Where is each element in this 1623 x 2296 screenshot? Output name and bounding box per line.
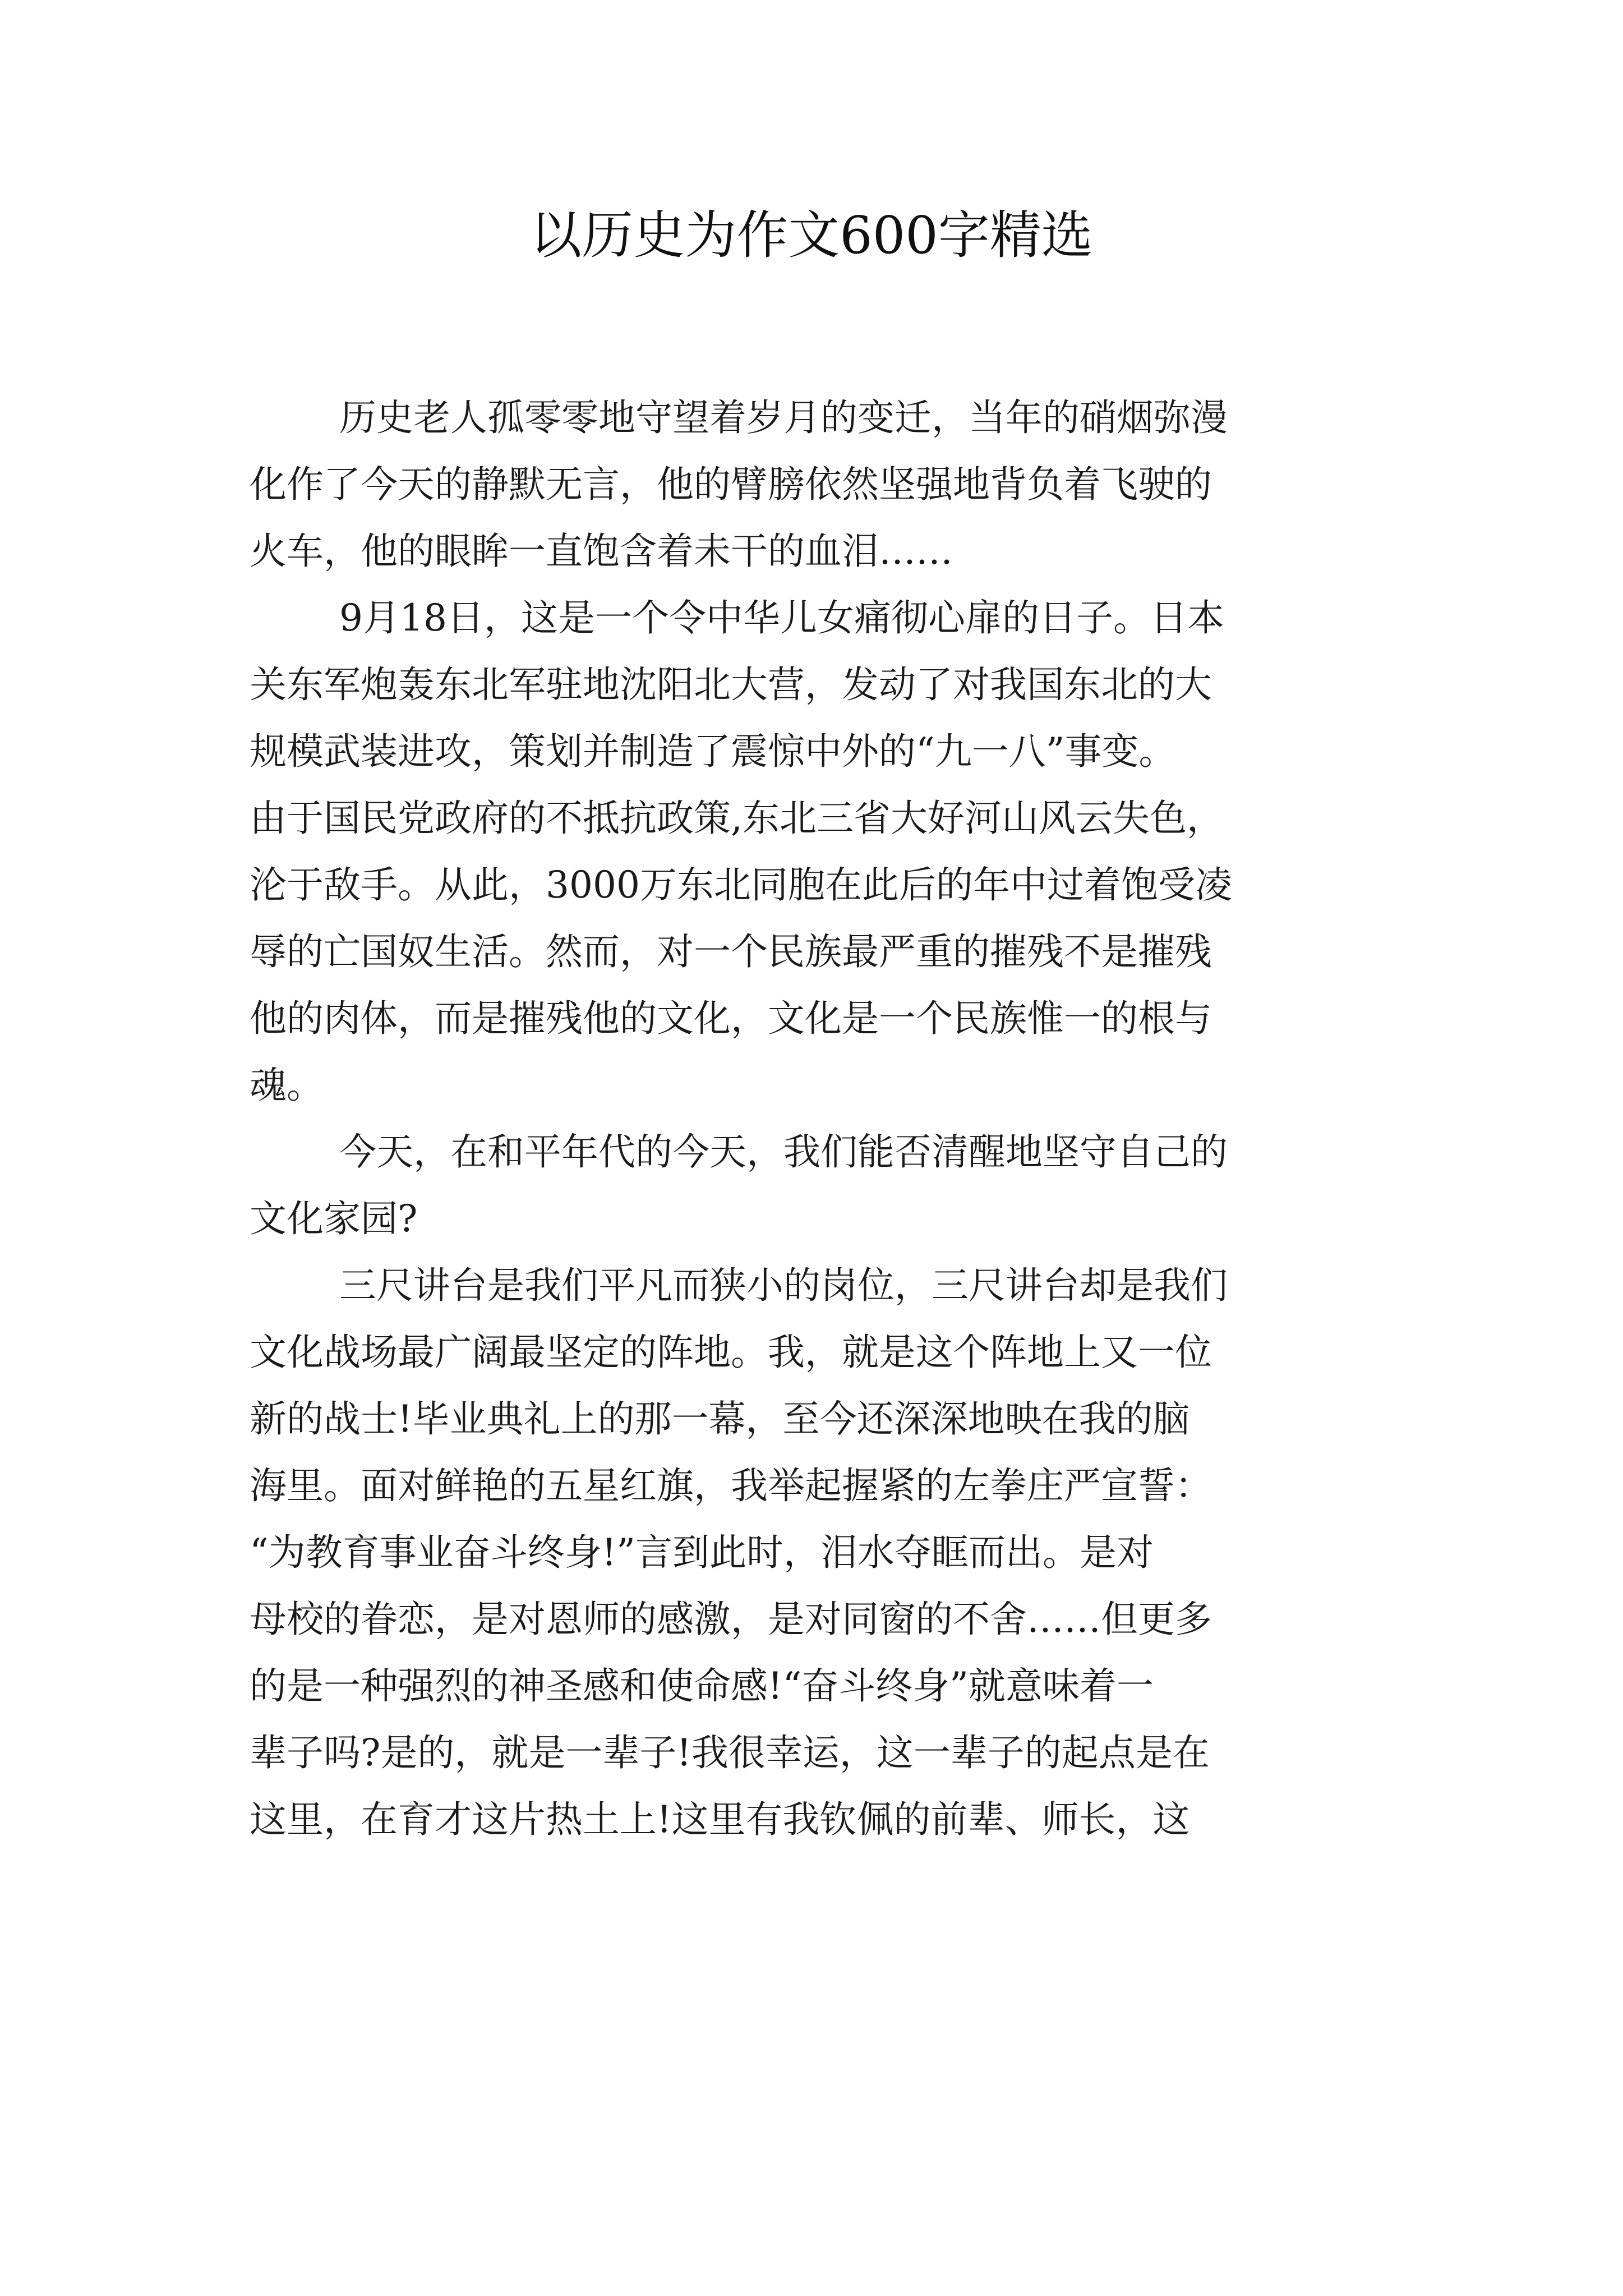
paragraph-3 [250,1119,1377,1252]
paragraph-line: 文化战场最广阔最坚定的阵地。我，就是这个阵地上又一位 [250,1331,1212,1374]
paragraph-line: 母校的眷恋，是对恩师的感激，是对同窗的不舍……但更多 [250,1598,1212,1641]
paragraph-4 [250,1252,1377,1853]
paragraph-2 [250,585,1377,1119]
paragraph-line: 三尺讲台是我们平凡而狭小的岗位，三尺讲台却是我们 [339,1264,1228,1307]
paragraph-line: 化作了今天的静默无言，他的臂膀依然坚强地背负着飞驶的 [250,463,1212,506]
paragraph-line: 由于国民党政府的不抵抗政策,东北三省大好河山风云失色， [250,797,1224,840]
paragraph-line: 历史老人孤零零地守望着岁月的变迁，当年的硝烟弥漫 [339,396,1228,439]
paragraph-line: 今天，在和平年代的今天，我们能否清醒地坚守自己的 [339,1130,1228,1174]
paragraph-1 [250,384,1377,585]
paragraph-line: 海里。面对鲜艳的五星红旗，我举起握紧的左拳庄严宣誓： [250,1464,1212,1507]
paragraph-line: 魂。 [250,1064,324,1107]
paragraph-line: 这里，在育才这片热土上!这里有我钦佩的前辈、师长，这 [250,1798,1190,1841]
paragraph-line: 辱的亡国奴生活。然而，对一个民族最严重的摧残不是摧残 [250,930,1212,973]
document-title: 以历史为作文600字精选 [530,205,1093,265]
paragraph-line: 9月18日，这是一个令中华儿女痛彻心扉的日子。日本 [339,596,1224,639]
paragraph-line: 关东军炮轰东北军驻地沈阳北大营，发动了对我国东北的大 [250,663,1212,706]
paragraph-line: 规模武装进攻，策划并制造了震惊中外的“九一八”事变。 [250,730,1176,773]
paragraph-line: 辈子吗?是的，就是一辈子!我很幸运，这一辈子的起点是在 [250,1731,1210,1774]
paragraph-line: 新的战士!毕业典礼上的那一幕，至今还深深地映在我的脑 [250,1397,1190,1441]
document-body [250,384,1377,1853]
paragraph-line: 的是一种强烈的神圣感和使命感!“奋斗终身”就意味着一 [250,1664,1154,1708]
paragraph-line: 沦于敌手。从此，3000万东北同胞在此后的年中过着饱受凌 [250,863,1232,907]
paragraph-line: “为教育事业奋斗终身!”言到此时，泪水夺眶而出。是对 [250,1531,1154,1574]
paragraph-line: 文化家园? [250,1197,418,1240]
paragraph-line: 他的肉体，而是摧残他的文化，文化是一个民族惟一的根与 [250,997,1212,1040]
paragraph-line: 火车，他的眼眸一直饱含着未干的血泪…… [250,530,953,573]
